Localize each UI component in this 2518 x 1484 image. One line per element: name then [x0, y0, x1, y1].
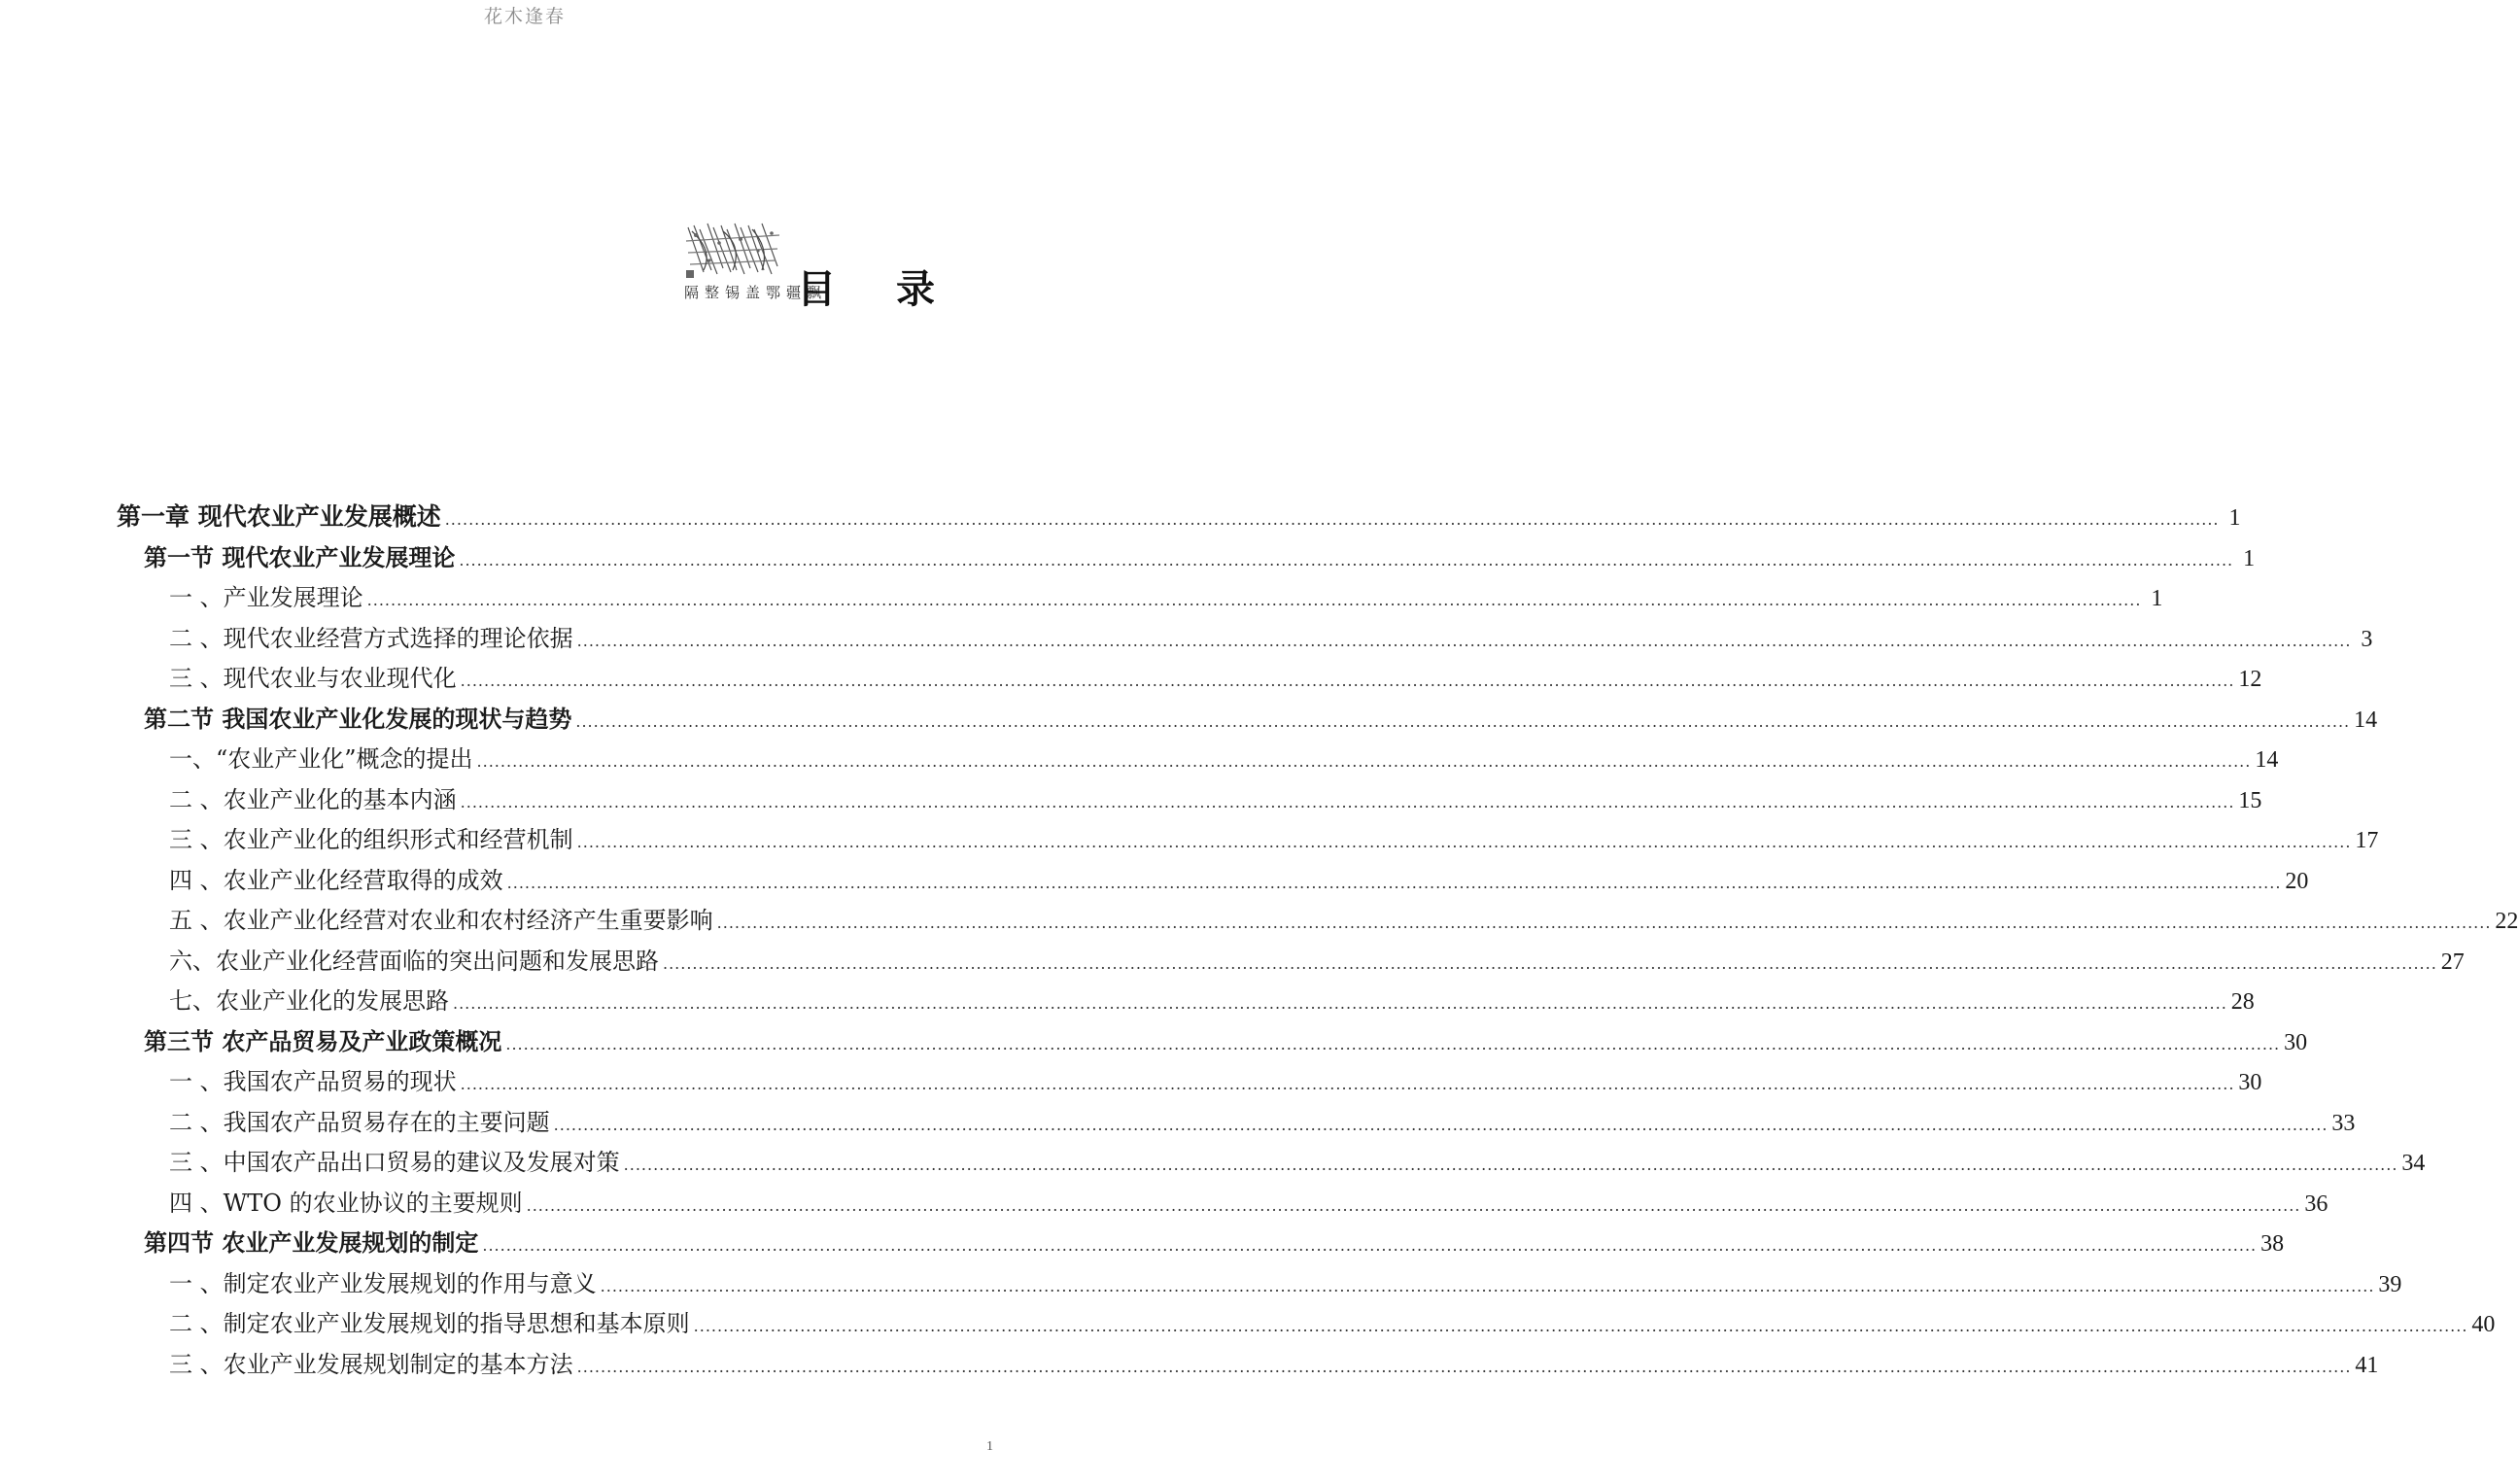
dot-leader: ............................................................................................................................................................................................................................................................................................................: [600, 1276, 2375, 1295]
dot-leader: ............................................................................................................................................................................................................................................................................................................: [693, 1317, 2468, 1335]
toc-entry-page: 14: [2255, 747, 2279, 773]
toc-entry-page: 20: [2285, 868, 2309, 894]
toc-entry-item[interactable]: [117, 619, 2373, 660]
toc-entry-item[interactable]: [117, 861, 2309, 902]
toc-entry-item[interactable]: [117, 1143, 2426, 1184]
toc-entry-label: 第一章 现代农业产业发展概述: [117, 502, 441, 531]
toc-entry-page: 38: [2260, 1231, 2285, 1257]
toc-entry-page: 30: [2284, 1029, 2308, 1055]
page-number: 1: [986, 1439, 993, 1454]
toc-entry-item[interactable]: [117, 740, 2279, 780]
toc-header: [680, 222, 972, 312]
toc-entry-label: 三 、农业产业化的组织形式和经营机制: [169, 826, 573, 853]
toc-entry-page: 3: [2361, 626, 2373, 652]
toc-entry-page: 14: [2354, 707, 2378, 733]
toc-entry-page: 1: [2151, 586, 2163, 611]
toc-entry-item[interactable]: [117, 659, 2262, 700]
toc-entry-section[interactable]: [117, 700, 2378, 741]
toc-entry-page: 22: [2495, 909, 2518, 934]
toc-entry-label: 一、“农业产业化”概念的提出: [169, 745, 473, 773]
decorative-characters: 隔整锡盖鄂疆飘: [684, 284, 828, 301]
toc-entry-item[interactable]: [117, 780, 2262, 821]
dot-leader: ............................................................................................................................................................................................................................................................................................................: [553, 1115, 2328, 1134]
toc-entry-label: 一 、产业发展理论: [169, 584, 363, 611]
toc-entry-item[interactable]: [117, 820, 2379, 861]
watermark-text: 花木逢春: [483, 6, 566, 27]
toc-entry-page: 39: [2378, 1271, 2402, 1297]
toc-entry-item[interactable]: [117, 1184, 2328, 1225]
toc-entry-page: 36: [2304, 1191, 2328, 1217]
toc-entry-section[interactable]: [117, 538, 2256, 579]
toc-entry-label: 七、农业产业化的发展思路: [169, 987, 449, 1015]
table-of-contents: [117, 498, 2518, 1385]
toc-entry-label: 三 、现代农业与农业现代化: [169, 665, 457, 692]
toc-entry-item[interactable]: [117, 1304, 2496, 1345]
toc-entry-label: 一 、制定农业产业发展规划的作用与意义: [169, 1269, 597, 1297]
dot-leader: ............................................................................................................................................................................................................................................................................................................: [460, 792, 2235, 811]
toc-entry-label: 二 、我国农产品贸易存在的主要问题: [169, 1108, 550, 1136]
toc-entry-label: 二 、农业产业化的基本内涵: [169, 785, 457, 813]
toc-entry-section[interactable]: [117, 1224, 2285, 1264]
dot-leader: ............................................................................................................................................................................................................................................................................................................: [576, 631, 2352, 650]
dot-leader: ............................................................................................................................................................................................................................................................................................................: [482, 1236, 2258, 1255]
toc-entry-page: 33: [2331, 1110, 2356, 1136]
toc-entry-label: 四 、WTO 的农业协议的主要规则: [169, 1189, 523, 1217]
toc-entry-page: 27: [2440, 949, 2465, 975]
toc-entry-page: 28: [2230, 989, 2255, 1015]
toc-entry-item[interactable]: [117, 901, 2518, 942]
toc-entry-item[interactable]: [117, 578, 2163, 619]
toc-entry-item[interactable]: [117, 1264, 2402, 1305]
toc-entry-page: 15: [2238, 787, 2262, 813]
dot-leader: ............................................................................................................................................................................................................................................................................................................: [366, 591, 2142, 609]
toc-entry-section[interactable]: [117, 1022, 2308, 1063]
toc-entry-label: 三 、农业产业发展规划制定的基本方法: [169, 1350, 573, 1378]
dot-leader: ............................................................................................................................................................................................................................................................................................................: [460, 672, 2235, 690]
toc-entry-page: 1: [2228, 505, 2241, 531]
dot-leader: ............................................................................................................................................................................................................................................................................................................: [576, 1357, 2352, 1376]
dot-leader: ............................................................................................................................................................................................................................................................................................................: [459, 550, 2234, 569]
toc-entry-chapter[interactable]: [117, 498, 2241, 538]
dot-leader: ............................................................................................................................................................................................................................................................................................................: [460, 1075, 2235, 1093]
dot-leader: ............................................................................................................................................................................................................................................................................................................: [506, 873, 2282, 892]
dot-leader: ............................................................................................................................................................................................................................................................................................................: [505, 1034, 2281, 1053]
toc-entry-label: 四 、农业产业化经营取得的成效: [169, 866, 503, 894]
toc-entry-label: 第四节 农业产业发展规划的制定: [144, 1229, 479, 1257]
dot-leader: ............................................................................................................................................................................................................................................................................................................: [444, 510, 2220, 529]
toc-entry-page: 40: [2471, 1312, 2496, 1337]
toc-entry-page: 41: [2355, 1352, 2379, 1378]
toc-entry-page: 1: [2243, 545, 2256, 571]
toc-entry-item[interactable]: [117, 1062, 2262, 1103]
dot-leader: ............................................................................................................................................................................................................................................................................................................: [575, 711, 2351, 731]
toc-entry-label: 第一节 现代农业产业发展理论: [144, 543, 456, 571]
toc-entry-label: 第三节 农产品贸易及产业政策概况: [144, 1027, 502, 1055]
toc-entry-label: 二 、制定农业产业发展规划的指导思想和基本原则: [169, 1310, 690, 1337]
toc-entry-page: 12: [2238, 667, 2262, 692]
dot-leader: ............................................................................................................................................................................................................................................................................................................: [526, 1195, 2301, 1215]
toc-entry-item[interactable]: [117, 942, 2465, 983]
toc-entry-page: 30: [2238, 1070, 2262, 1095]
dot-leader: ............................................................................................................................................................................................................................................................................................................: [453, 994, 2227, 1013]
toc-entry-label: 六、农业产业化经营面临的突出问题和发展思路: [169, 947, 659, 975]
toc-entry-label: 三 、中国农产品出口贸易的建议及发展对策: [169, 1149, 620, 1176]
seal-stamp: [684, 222, 781, 278]
toc-entry-label: 第二节 我国农业产业化发展的现状与趋势: [144, 705, 572, 733]
toc-entry-label: 一 、我国农产品贸易的现状: [169, 1068, 457, 1095]
dot-leader: ............................................................................................................................................................................................................................................................................................................: [663, 953, 2437, 973]
page-title: 目 录: [797, 267, 958, 312]
dot-leader: ............................................................................................................................................................................................................................................................................................................: [716, 914, 2492, 932]
toc-entry-item[interactable]: [117, 982, 2255, 1022]
toc-entry-page: 34: [2401, 1151, 2426, 1176]
toc-entry-item[interactable]: [117, 1103, 2356, 1144]
toc-entry-page: 17: [2355, 828, 2379, 853]
toc-entry-item[interactable]: [117, 1345, 2379, 1386]
dot-leader: ............................................................................................................................................................................................................................................................................................................: [476, 752, 2252, 771]
dot-leader: ............................................................................................................................................................................................................................................................................................................: [576, 833, 2352, 851]
dot-leader: ............................................................................................................................................................................................................................................................................................................: [623, 1156, 2398, 1174]
toc-entry-label: 五 、农业产业化经营对农业和农村经济产生重要影响: [169, 907, 713, 934]
toc-entry-label: 二 、现代农业经营方式选择的理论依据: [169, 624, 573, 652]
